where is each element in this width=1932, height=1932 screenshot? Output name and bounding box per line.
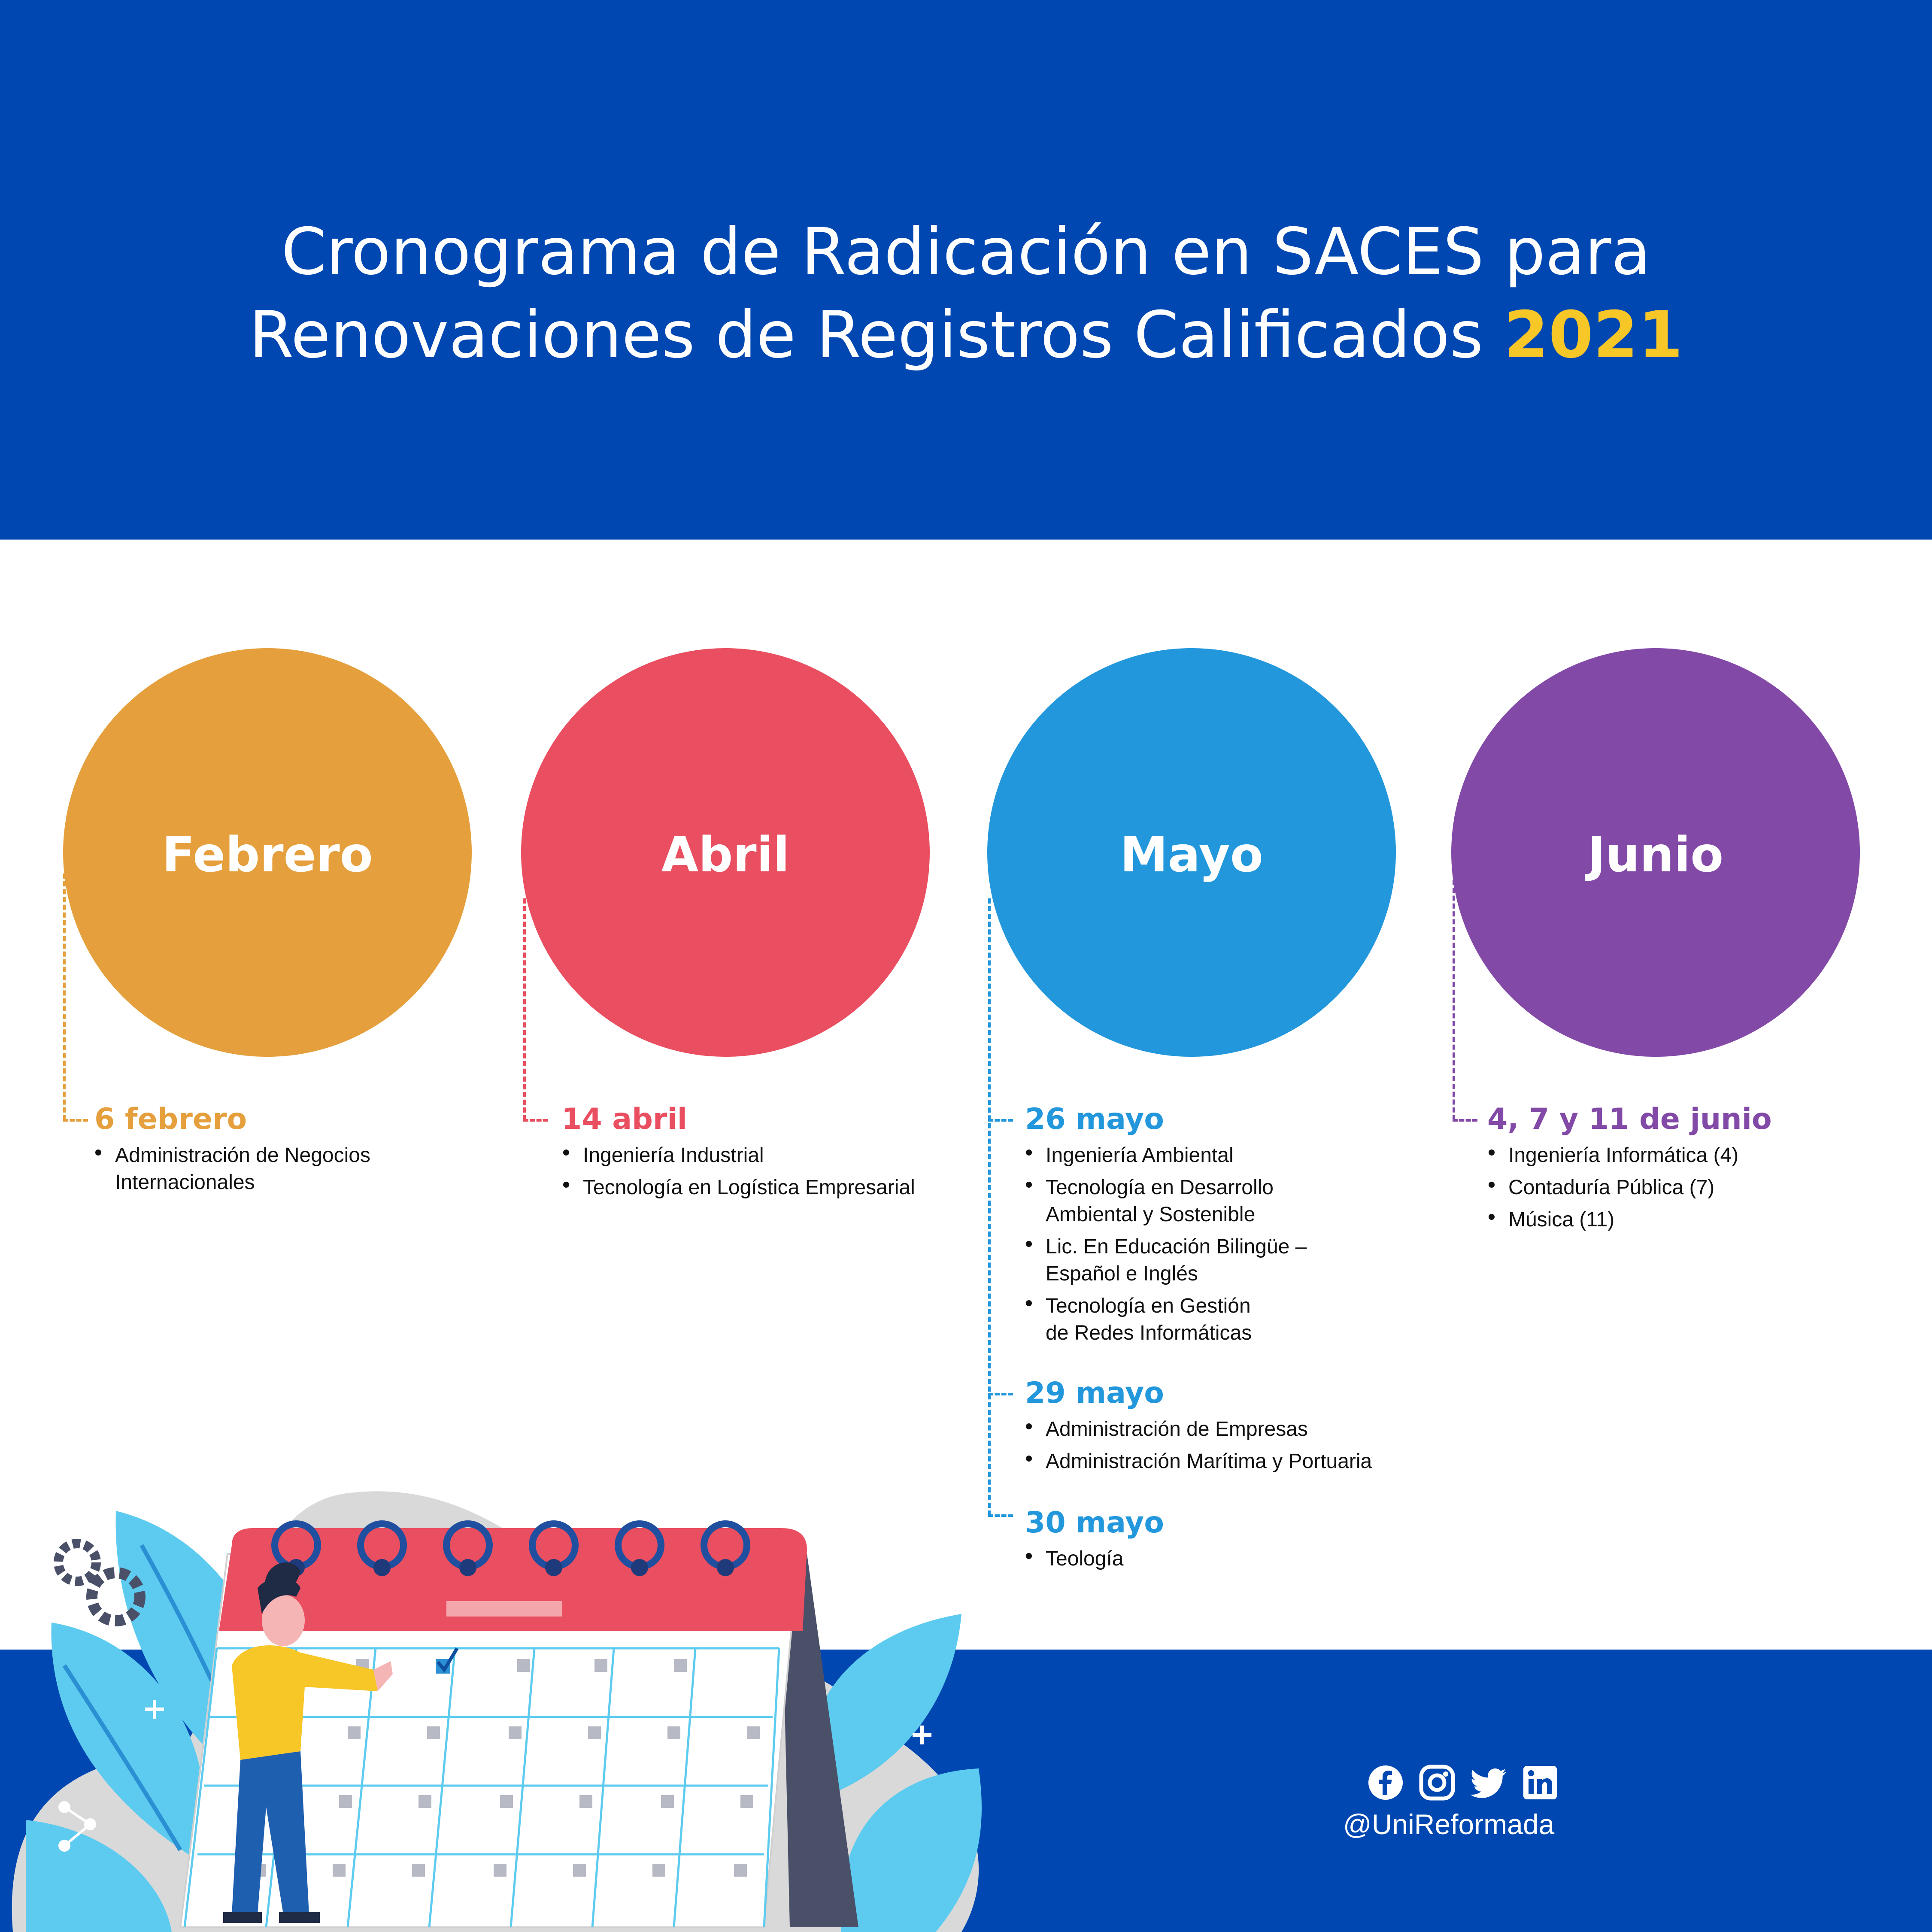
- date-junio: 4, 7 y 11 de junio: [1487, 1102, 1772, 1136]
- month-circle-junio: [1451, 648, 1860, 1057]
- connector-tick: [988, 1119, 1013, 1122]
- month-circle-febrero: [63, 648, 472, 1057]
- date-30-mayo: 30 mayo: [1025, 1506, 1164, 1540]
- date-14-abril: 14 abril: [561, 1102, 688, 1136]
- linkedin-icon[interactable]: [1522, 1764, 1559, 1801]
- connector-tick: [1453, 1119, 1477, 1122]
- list-item: Teología: [1026, 1545, 1429, 1572]
- connector-febrero: [63, 873, 66, 1120]
- month-name: Mayo: [1120, 827, 1263, 883]
- connector-tick: [523, 1119, 548, 1122]
- social-handle: @UniReformada: [1343, 1808, 1555, 1840]
- social-icons: [1367, 1764, 1559, 1801]
- list-item: Tecnología en Gestión de Redes Informáticas: [1026, 1292, 1429, 1347]
- month-name: Abril: [661, 827, 790, 883]
- list-item: Ingeniería Informática (4): [1489, 1142, 1875, 1169]
- month-circle-abril: [521, 648, 930, 1057]
- list-item: Música (11): [1489, 1206, 1875, 1233]
- program-list-30-mayo: [1026, 1545, 1429, 1577]
- date-26-mayo: 26 mayo: [1025, 1102, 1164, 1136]
- program-list-29-mayo: [1026, 1416, 1429, 1480]
- list-item: Contaduría Pública (7): [1489, 1174, 1875, 1201]
- calendar-illustration: [0, 1374, 1009, 1932]
- program-list-febrero: [95, 1142, 439, 1201]
- page-title: [0, 210, 1932, 377]
- month-circle-mayo: [987, 648, 1396, 1057]
- connector-tick: [63, 1119, 88, 1122]
- list-item: Administración de Empresas: [1026, 1416, 1429, 1443]
- program-list-26-mayo: [1026, 1142, 1429, 1352]
- month-name: Junio: [1587, 827, 1724, 883]
- facebook-icon[interactable]: [1367, 1764, 1404, 1801]
- title-year: 2021: [1504, 298, 1683, 373]
- twitter-icon[interactable]: [1470, 1764, 1507, 1801]
- connector-junio: [1453, 880, 1455, 1120]
- program-list-junio: [1489, 1142, 1875, 1238]
- month-name: Febrero: [162, 827, 373, 883]
- list-item: Ingeniería Ambiental: [1026, 1142, 1429, 1169]
- list-item: Lic. En Educación Bilingüe – Español e Inglés: [1026, 1233, 1429, 1287]
- program-list-abril: [563, 1142, 975, 1206]
- list-item: Tecnología en Desarrollo Ambiental y Sostenible: [1026, 1174, 1429, 1228]
- date-29-mayo: 29 mayo: [1025, 1376, 1164, 1410]
- list-item: Administración de Negocios Internacionales: [95, 1142, 439, 1196]
- connector-abril: [523, 898, 526, 1120]
- list-item: Administración Marítima y Portuaria: [1026, 1448, 1429, 1475]
- title-line-1: Cronograma de Radicación en SACES para: [281, 215, 1651, 289]
- title-line-2: Renovaciones de Registros Calificados: [249, 298, 1483, 373]
- date-6-febrero: 6 febrero: [94, 1102, 247, 1136]
- instagram-icon[interactable]: [1419, 1764, 1456, 1801]
- list-item: Ingeniería Industrial: [563, 1142, 975, 1169]
- list-item: Tecnología en Logística Empresarial: [563, 1174, 975, 1201]
